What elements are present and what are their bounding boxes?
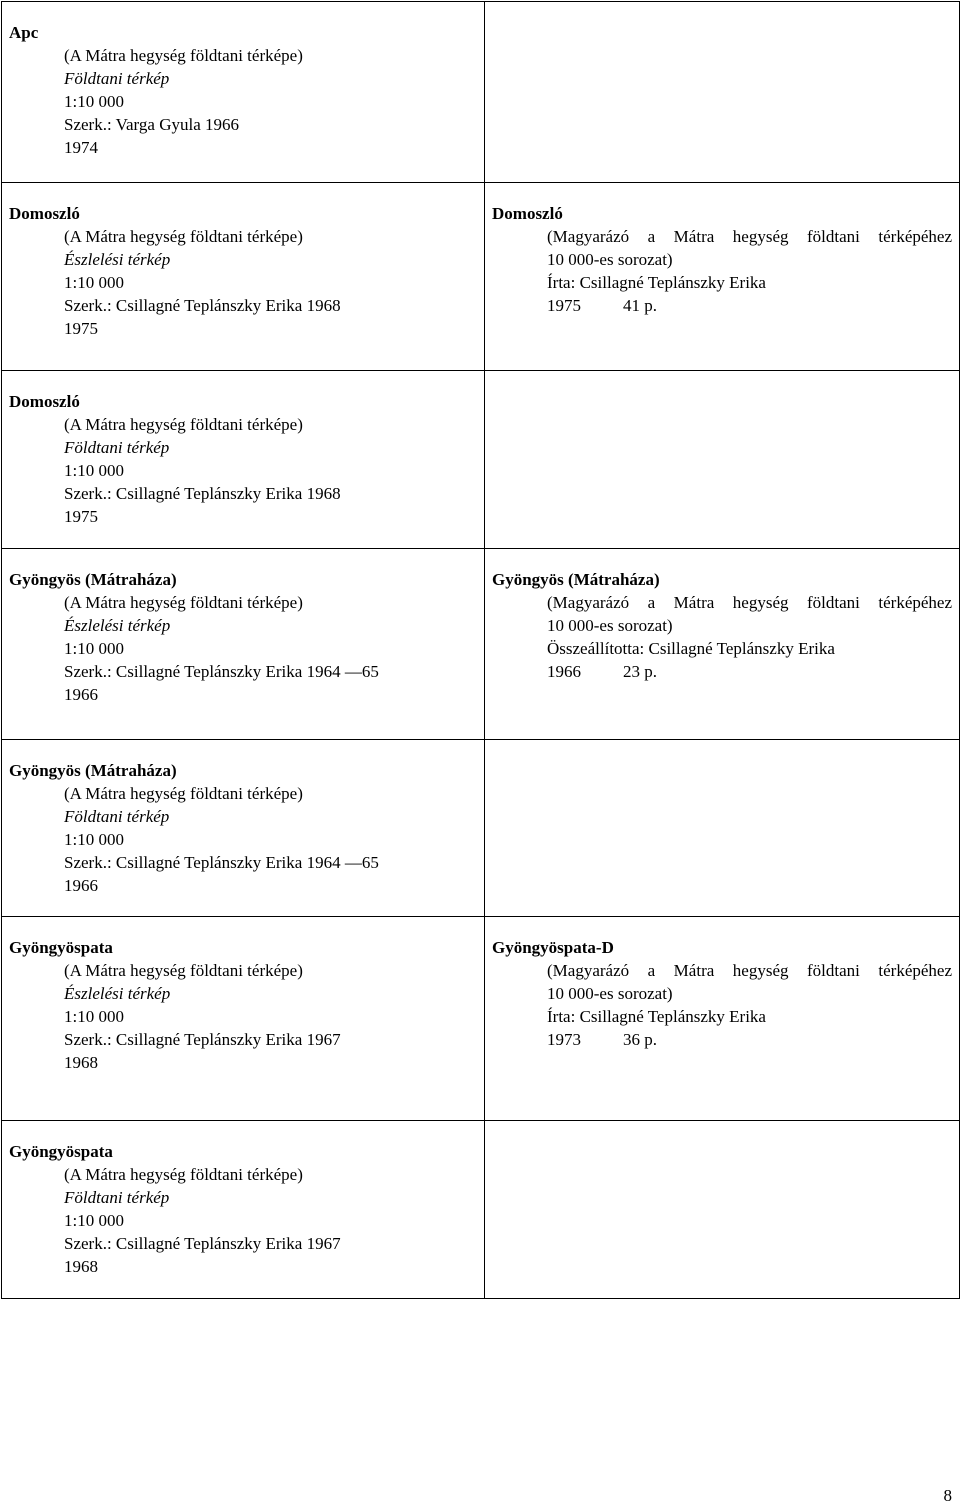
map-entry (2, 183, 485, 371)
editor-line: Szerk.: Csillagné Teplánszky Erika 1968 (64, 296, 341, 315)
page-count: 36 p. (623, 1030, 657, 1049)
publication-year: 1973 (547, 1030, 581, 1049)
entry-title: Gyöngyöspata (9, 1142, 113, 1161)
editor-line: Szerk.: Csillagné Teplánszky Erika 1968 (64, 484, 341, 503)
publication-year: 1968 (64, 1257, 98, 1276)
catalog-row (2, 549, 960, 740)
series-name: (Magyarázó a Mátra hegység földtani térképéhez (547, 961, 952, 980)
author-line: Írta: Csillagné Teplánszky Erika (547, 273, 766, 292)
entry-title: Gyöngyöspata-D (492, 938, 614, 957)
author-line: Összeállította: Csillagné Teplánszky Erika (547, 639, 835, 658)
entry-title: Apc (9, 23, 39, 42)
map-type: Földtani térkép (64, 1188, 170, 1207)
empty-cell (485, 371, 960, 549)
catalog-table (1, 1, 960, 1299)
map-scale: 1:10 000 (64, 830, 124, 849)
page-count: 41 p. (623, 296, 657, 315)
year-pages-line (492, 660, 959, 683)
map-scale: 1:10 000 (64, 1211, 124, 1230)
series-name: (A Mátra hegység földtani térképe) (64, 415, 303, 434)
map-scale: 1:10 000 (64, 273, 124, 292)
editor-line: Szerk.: Csillagné Teplánszky Erika 1964 —65 (64, 853, 379, 872)
explanation-entry (485, 549, 960, 740)
series-name: (A Mátra hegység földtani térképe) (64, 784, 303, 803)
map-entry (2, 549, 485, 740)
series-name: (Magyarázó a Mátra hegység földtani térképéhez (547, 227, 952, 246)
publication-year: 1975 (64, 319, 98, 338)
map-type: Észlelési térkép (64, 616, 171, 635)
map-scale: 1:10 000 (64, 639, 124, 658)
year-pages-line (492, 294, 959, 317)
editor-line: Szerk.: Csillagné Teplánszky Erika 1967 (64, 1030, 341, 1049)
map-entry (2, 2, 485, 183)
map-type: Észlelési térkép (64, 984, 171, 1003)
publication-year: 1974 (64, 138, 98, 157)
catalog-row (2, 1121, 960, 1299)
entry-title: Gyöngyöspata (9, 938, 113, 957)
series-name: (A Mátra hegység földtani térképe) (64, 1165, 303, 1184)
publication-year: 1975 (547, 296, 581, 315)
page-number: 8 (943, 1486, 952, 1505)
entry-title: Gyöngyös (Mátraháza) (9, 761, 177, 780)
entry-title: Domoszló (9, 204, 80, 223)
series-name: (Magyarázó a Mátra hegység földtani térképéhez (547, 593, 952, 612)
series-name-cont: 10 000-es sorozat) (547, 616, 673, 635)
series-name: (A Mátra hegység földtani térképe) (64, 227, 303, 246)
series-name-cont: 10 000-es sorozat) (547, 984, 673, 1003)
publication-year: 1966 (64, 876, 98, 895)
explanation-entry (485, 183, 960, 371)
catalog-row (2, 740, 960, 917)
author-line: Írta: Csillagné Teplánszky Erika (547, 1007, 766, 1026)
publication-year: 1968 (64, 1053, 98, 1072)
map-scale: 1:10 000 (64, 92, 124, 111)
entry-title: Gyöngyös (Mátraháza) (9, 570, 177, 589)
catalog-row (2, 2, 960, 183)
map-entry (2, 917, 485, 1121)
explanation-entry (485, 917, 960, 1121)
map-entry (2, 1121, 485, 1299)
page-count: 23 p. (623, 662, 657, 681)
map-scale: 1:10 000 (64, 461, 124, 480)
catalog-body (2, 2, 960, 1299)
editor-line: Szerk.: Csillagné Teplánszky Erika 1967 (64, 1234, 341, 1253)
map-scale: 1:10 000 (64, 1007, 124, 1026)
editor-line: Szerk.: Csillagné Teplánszky Erika 1964 —65 (64, 662, 379, 681)
series-name-cont: 10 000-es sorozat) (547, 250, 673, 269)
entry-title: Gyöngyös (Mátraháza) (492, 570, 660, 589)
publication-year: 1966 (547, 662, 581, 681)
empty-cell (485, 2, 960, 183)
empty-cell (485, 1121, 960, 1299)
publication-year: 1966 (64, 685, 98, 704)
year-pages-line (492, 1028, 959, 1051)
map-type: Földtani térkép (64, 807, 170, 826)
series-name: (A Mátra hegység földtani térképe) (64, 961, 303, 980)
publication-year: 1975 (64, 507, 98, 526)
entry-title: Domoszló (9, 392, 80, 411)
empty-cell (485, 740, 960, 917)
map-type: Földtani térkép (64, 438, 170, 457)
catalog-row (2, 371, 960, 549)
series-name: (A Mátra hegység földtani térképe) (64, 593, 303, 612)
map-entry (2, 740, 485, 917)
catalog-row (2, 917, 960, 1121)
map-type: Földtani térkép (64, 69, 170, 88)
series-name: (A Mátra hegység földtani térképe) (64, 46, 303, 65)
catalog-row (2, 183, 960, 371)
map-type: Észlelési térkép (64, 250, 171, 269)
entry-title: Domoszló (492, 204, 563, 223)
editor-line: Szerk.: Varga Gyula 1966 (64, 115, 240, 134)
map-entry (2, 371, 485, 549)
